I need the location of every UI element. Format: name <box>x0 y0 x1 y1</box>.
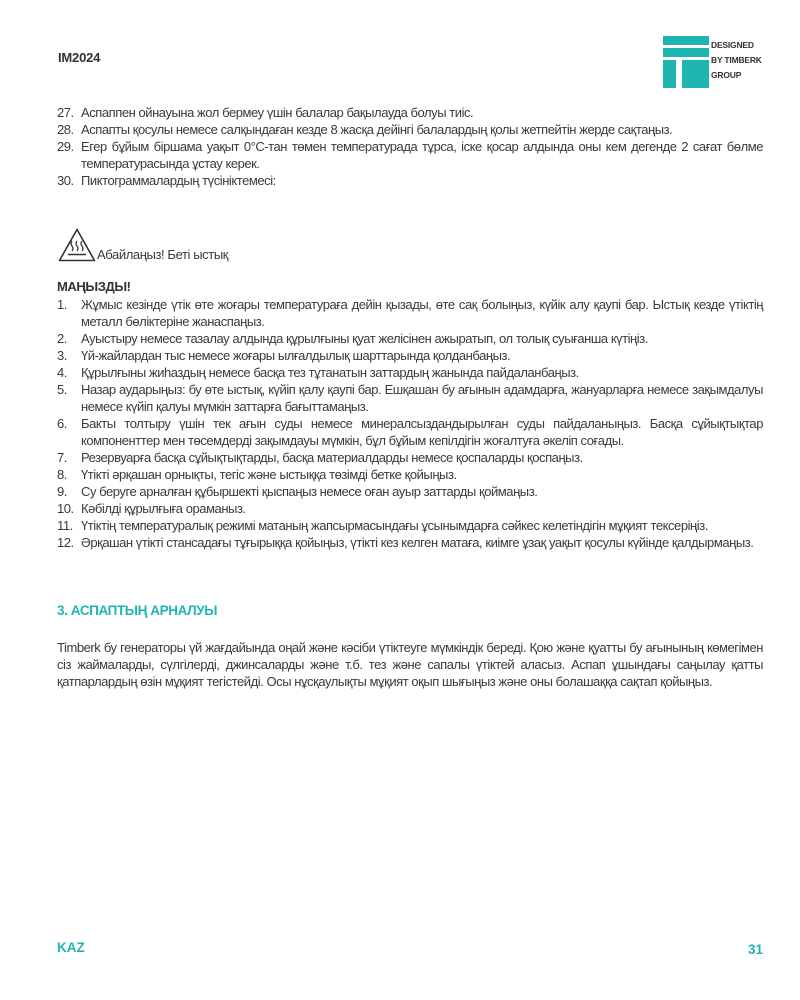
item-number: 27. <box>57 105 74 120</box>
item-number: 7. <box>57 450 67 465</box>
item-text: Әрқашан үтікті стансадағы тұғырыққа қойыңыз, үтікті кез келген матаға, киімге ұзақ уақыт қосулы күйінде қалдырмаңыз. <box>81 535 754 550</box>
item-number: 29. <box>57 139 74 154</box>
item-text: Үй-жайлардан тыс немесе жоғары ылғалдылық шарттарында қолданбаңыз. <box>81 348 511 363</box>
list-item <box>57 296 763 330</box>
item-number: 1. <box>57 297 67 312</box>
item-number: 9. <box>57 484 67 499</box>
list-item <box>57 381 763 415</box>
model-label: IM2024 <box>58 50 101 65</box>
list-item <box>57 172 763 189</box>
list-item <box>57 138 763 172</box>
list-item <box>57 347 763 364</box>
item-text: Егер бұйым біршама уақыт 0°С-тан төмен температурада тұрса, іске қосар алдында оны кем дегенде 2 сағат бөлме температурасында ұстау керек. <box>81 139 763 171</box>
item-number: 2. <box>57 331 67 346</box>
item-number: 4. <box>57 365 67 380</box>
item-text: Үтікті әрқашан орнықты, тегіс және ыстыққа төзімді бетке қойыңыз. <box>81 467 457 482</box>
list-item <box>57 121 763 138</box>
logo-text-line-1: DESIGNED <box>711 40 754 50</box>
item-text: Аспапты қосулы немесе салқындаған кезде 8 жасқа дейінгі балалардың қолы жетпейтін жерде сақтаңыз. <box>81 122 673 137</box>
item-text: Бакты толтыру үшін тек ағын суды немесе минералсыздандырылған суды пайдаланыңыз. Басқа сұйықтықтар компоненттер мен төсемдерді зақымдауы мүмкін, бұл бұйым кепілдігін жоғалтуға әкеліп соғады. <box>81 416 763 448</box>
list-item <box>57 330 763 347</box>
item-text: Су беруге арналған құбыршекті қыспаңыз немесе оған ауыр заттарды қоймаңыз. <box>81 484 538 499</box>
item-text: Құрылғыны жиһаздың немесе басқа тез тұтанатын заттардың жанында пайдаланбаңыз. <box>81 365 579 380</box>
footer-language: KAZ <box>57 940 85 955</box>
logo-text-line-3: GROUP <box>711 70 742 80</box>
timberk-logo-icon <box>663 36 709 88</box>
pictogram-caption: Абайлаңыз! Беті ыстық <box>97 247 229 262</box>
list-item <box>57 534 763 551</box>
list-item <box>57 466 763 483</box>
item-text: Аспаппен ойнауына жол бермеу үшін балалар бақылауда болуы тиіс. <box>81 105 474 120</box>
section-title: 3. АСПАПТЫҢ АРНАЛУЫ <box>57 603 218 618</box>
item-number: 12. <box>57 535 74 550</box>
page-number: 31 <box>747 942 763 957</box>
item-text: Ауыстыру немесе тазалау алдында құрылғыны қуат желісінен ажыратып, ол толық суығанша күтіңіз. <box>81 331 648 346</box>
pictogram-row <box>58 228 228 262</box>
item-number: 3. <box>57 348 67 363</box>
safety-list-continued <box>57 104 763 189</box>
item-text: Назар аударыңыз: бу өте ыстық, күйіп қалу қаупі бар. Ешқашан бу ағынын адамдарға, жануарларға немесе зақымдалуы немесе күйіп қалуы мүмкін заттарға бағыттамаңыз. <box>81 382 763 414</box>
description-paragraph: Timberk бу генераторы үй жағдайында оңай және кәсіби үтіктеуге мүмкіндік береді. Қою және қуатты бу ағынының көмегімен сіз жаймаларды, сүлгілерді, джинсаларды және т.б. тез және сапалы үтіктей аласыз. Аспап ұшындағы саңылау қатты қатпарлардың өзін мұқият тегістейді. Осы нұсқаулықты мұқият оқып шығыңыз және оны болашаққа сақтап қойыңыз. <box>57 640 763 689</box>
item-text: Кәбілді құрылғыға ораманыз. <box>81 501 246 516</box>
brand-logo <box>663 36 773 88</box>
item-text: Пиктограммалардың түсініктемесі: <box>81 173 276 188</box>
list-item <box>57 449 763 466</box>
item-number: 8. <box>57 467 67 482</box>
important-heading: МАҢЫЗДЫ! <box>57 279 131 294</box>
hot-surface-warning-icon <box>58 228 96 262</box>
item-text: Үтіктің температуралық режимі матаның жапсырмасындағы ұсынымдарға сәйкес келетіндігін мұқият тексеріңіз. <box>81 518 708 533</box>
logo-text-line-2: BY TIMBERK <box>711 55 762 65</box>
item-number: 30. <box>57 173 74 188</box>
important-list <box>57 296 763 551</box>
item-number: 6. <box>57 416 67 431</box>
list-item <box>57 104 763 121</box>
item-number: 5. <box>57 382 67 397</box>
list-item <box>57 500 763 517</box>
item-number: 10. <box>57 501 74 516</box>
list-item <box>57 364 763 381</box>
item-number: 11. <box>57 518 73 533</box>
item-text: Резервуарға басқа сұйықтықтарды, басқа материалдарды немесе қоспаларды қоспаңыз. <box>81 450 583 465</box>
item-number: 28. <box>57 122 74 137</box>
item-text: Жұмыс кезінде үтік өте жоғары температураға дейін қызады, өте сақ болыңыз, күйік алу қаупі бар. Ыстық кезде үтіктің металл бөліктеріне жанаспаңыз. <box>81 297 763 329</box>
list-item <box>57 483 763 500</box>
list-item <box>57 415 763 449</box>
list-item <box>57 517 763 534</box>
